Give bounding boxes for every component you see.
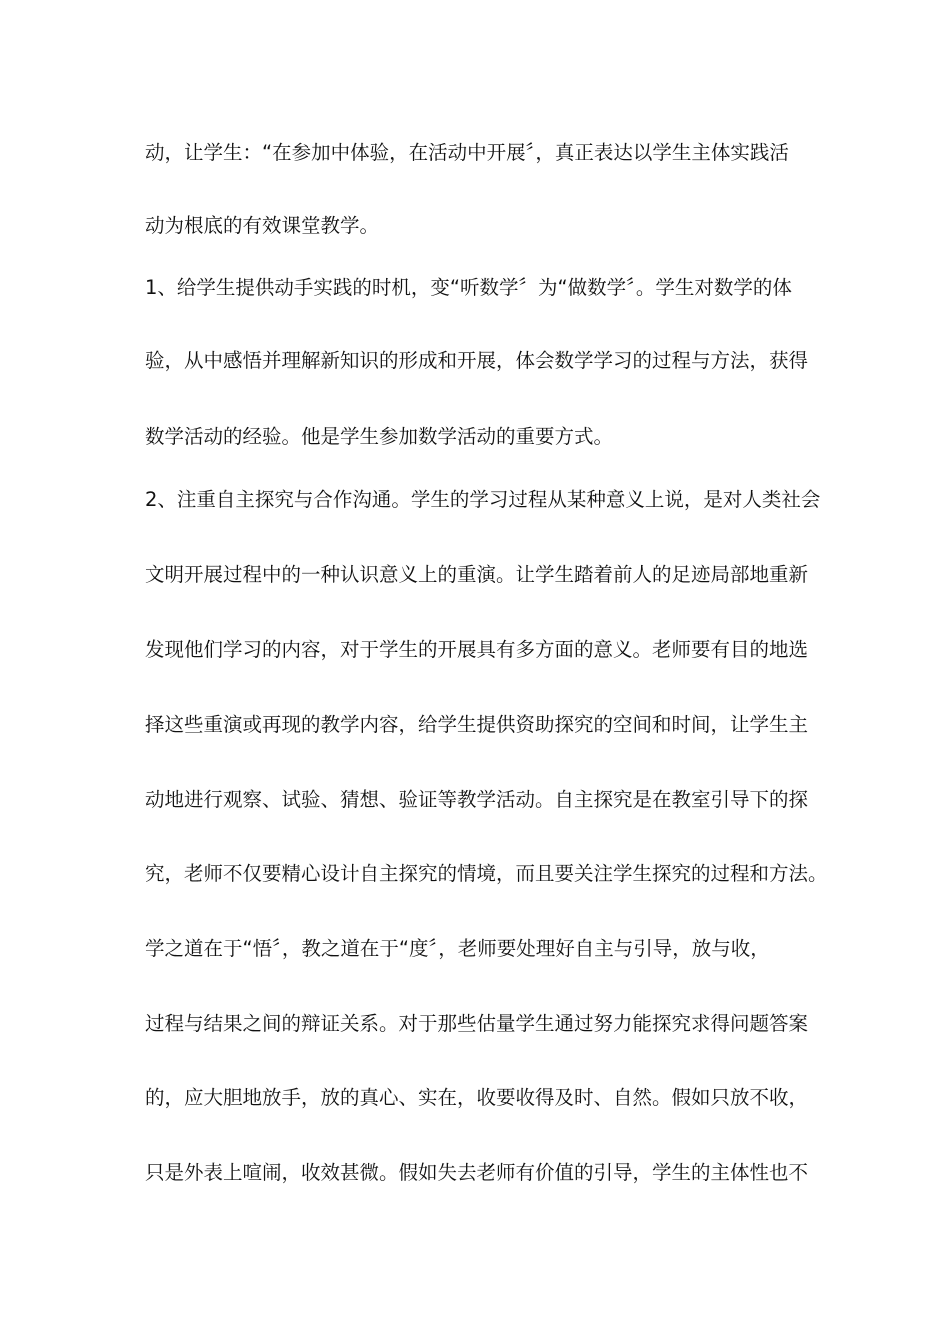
text-line-7: 文明开展过程中的一种认识意义上的重演。让学生踏着前人的足迹局部地重新: [145, 563, 809, 586]
text-line-9: 择这些重演或再现的教学内容，给学生提供资助探究的空间和时间，让学生主: [145, 713, 809, 736]
text-line-3: 1、给学生提供动手实践的时机，变“听数学〞为“做数学〞。学生对数学的体: [145, 276, 792, 299]
text-line-1: 动，让学生：“在参加中体验，在活动中开展〞，真正表达以学生主体实践活: [145, 141, 789, 164]
text-line-13: 过程与结果之间的辩证关系。对于那些估量学生通过努力能探究求得问题答案: [145, 1012, 809, 1035]
text-line-12: 学之道在于“悟〞，教之道在于“度〞，老师要处理好自主与引导，放与收，: [145, 937, 770, 960]
text-line-15: 只是外表上喧闹，收效甚微。假如失去老师有价值的引导，学生的主体性也不: [145, 1161, 809, 1184]
text-line-2: 动为根底的有效课堂教学。: [145, 214, 380, 237]
text-line-14: 的，应大胆地放手，放的真心、实在，收要收得及时、自然。假如只放不收，: [145, 1086, 809, 1109]
text-line-4: 验，从中感悟并理解新知识的形成和开展，体会数学学习的过程与方法，获得: [145, 349, 809, 372]
text-line-10: 动地进行观察、试验、猜想、验证等教学活动。自主探究是在教室引导下的探: [145, 788, 809, 811]
text-line-6: 2、注重自主探究与合作沟通。学生的学习过程从某种意义上说，是对人类社会: [145, 488, 821, 511]
text-line-8: 发现他们学习的内容，对于学生的开展具有多方面的意义。老师要有目的地选: [145, 638, 809, 661]
text-line-11: 究，老师不仅要精心设计自主探究的情境，而且要关注学生探究的过程和方法。: [145, 862, 828, 885]
text-line-5: 数学活动的经验。他是学生参加数学活动的重要方式。: [145, 425, 614, 448]
